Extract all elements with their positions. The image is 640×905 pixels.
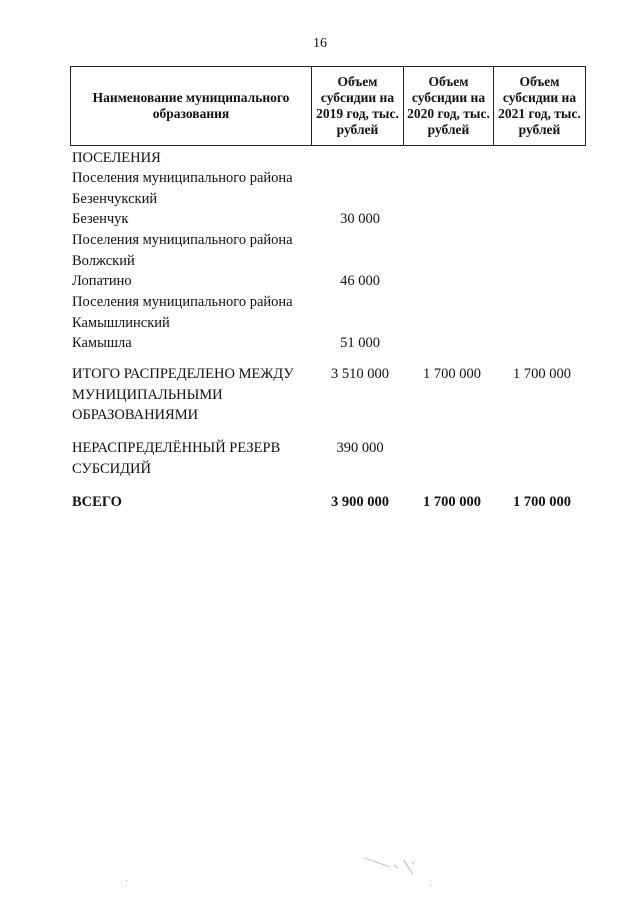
header-2020: Объем субсидии на 2020 год, тыс. рублей <box>403 67 493 145</box>
header-municipality: Наименование муниципального образования <box>92 90 290 121</box>
header-2021: Объем субсидии на 2021 год, тыс. рублей <box>493 67 585 145</box>
row-name: Лопатино <box>72 273 132 289</box>
table-row-grand-total <box>70 492 586 513</box>
table-row <box>70 292 586 333</box>
row-name: Поселения муниципального района Камышлинский <box>72 294 293 331</box>
table-row <box>70 333 586 354</box>
row-value-2019: 51 000 <box>340 335 380 351</box>
subsidy-table <box>70 66 586 513</box>
row-name: Поселения муниципального района Безенчукский <box>72 170 293 207</box>
table-row-total-distributed <box>70 364 586 426</box>
row-value-2021: 1 700 000 <box>513 494 571 510</box>
row-name: ВСЕГО <box>72 494 122 510</box>
table-body <box>70 148 586 513</box>
row-name: Поселения муниципального района Волжский <box>72 232 293 269</box>
page-number: 16 <box>313 36 327 51</box>
row-name: НЕРАСПРЕДЕЛЁННЫЙ РЕЗЕРВ СУБСИДИЙ <box>72 440 281 477</box>
table-row-reserve <box>70 438 586 480</box>
scan-dot <box>430 885 431 886</box>
table-row <box>70 148 586 168</box>
row-value-2019: 3 510 000 <box>331 366 389 382</box>
row-name: ИТОГО РАСПРЕДЕЛЕНО МЕЖДУ МУНИЦИПАЛЬНЫМИ ОБРАЗОВАНИЯМИ <box>72 366 294 423</box>
row-name: ПОСЕЛЕНИЯ <box>72 150 161 166</box>
row-value-2019: 3 900 000 <box>331 494 389 510</box>
row-value-2019: 390 000 <box>336 440 384 456</box>
row-value-2021: 1 700 000 <box>513 366 571 382</box>
row-value-2019: 46 000 <box>340 273 380 289</box>
table-row <box>70 168 586 209</box>
faint-signature-mark <box>360 852 440 882</box>
row-value-2019: 30 000 <box>340 211 380 227</box>
row-value-2020: 1 700 000 <box>423 366 481 382</box>
row-name: Безенчук <box>72 211 129 227</box>
table-header-row <box>70 66 586 146</box>
header-2019: Объем субсидии на 2019 год, тыс. рублей <box>311 67 403 145</box>
table-row <box>70 230 586 271</box>
row-value-2020: 1 700 000 <box>423 494 481 510</box>
scan-dot <box>126 880 127 881</box>
table-row <box>70 209 586 230</box>
table-row <box>70 271 586 292</box>
row-name: Камышла <box>72 335 132 351</box>
